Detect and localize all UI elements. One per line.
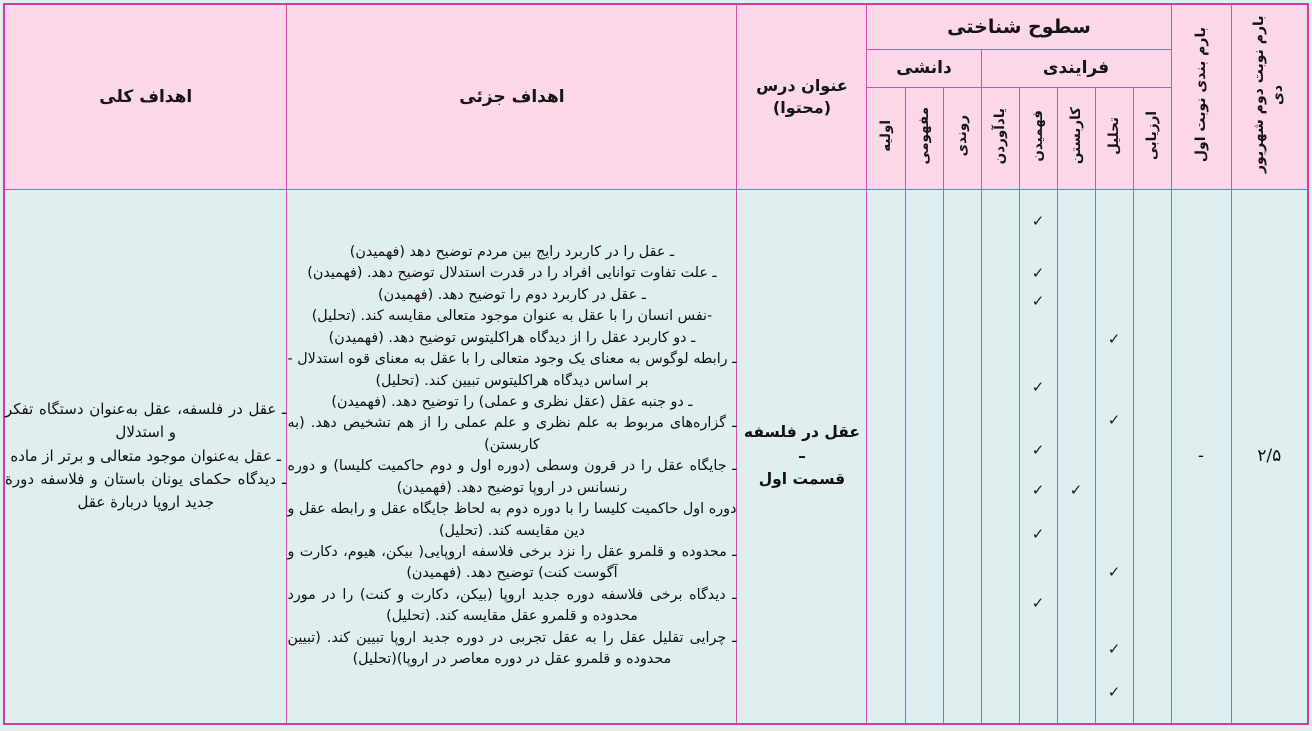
checkmark-icon: ✓ (1031, 377, 1045, 396)
header-group-knowledge (867, 49, 981, 87)
specific-objective-item: ـ دو کاربرد عقل را از دیدگاه هراکلیتوس توضیح دهد. (فهمیدن) (328, 329, 696, 346)
header-level-mafhumi (905, 87, 943, 189)
header-level-ravandi (943, 87, 981, 189)
check-container-yadavardan (982, 190, 1019, 723)
specific-objectives-list (287, 242, 736, 671)
specific-objective-item: ـ عقل را در کاربرد رایج بین مردم توضیح دهد (فهمیدن) (349, 243, 675, 260)
cell-level-tahlil (1095, 189, 1133, 724)
header-row-top (4, 4, 1308, 49)
header-level-yadavardan-label: یادآوردن (991, 107, 1008, 165)
checkmark-icon: ✓ (1107, 329, 1121, 348)
header-lesson-title-line1: عنوان درس (756, 76, 848, 96)
header-level-mafhumi-label: مفهومی (915, 107, 932, 165)
check-container-karbastan (1058, 190, 1095, 723)
header-level-fahmidan-label: فهمیدن (1029, 110, 1046, 162)
header-level-avalie (867, 87, 905, 189)
specific-objective-item: دوره اول حاکمیت کلیسا را با دوره دوم به لحاظ جایگاه عقل و رابطه عقل و دین مقایسه کند. (تحلیل) (287, 501, 737, 539)
check-container-arzyabi (1134, 190, 1171, 723)
checkmark-icon: ✓ (1031, 440, 1045, 459)
specific-objective-item: ـ چرایی تقلیل عقل را به عقل تجربی در دوره جدید اروپا تبیین کند. (تبیین محدوده و قلمرو عقل در دوره معاصر در اروپا)(تحلیل) (287, 629, 737, 668)
header-level-yadavardan (981, 87, 1019, 189)
header-specific-objectives (287, 4, 737, 189)
specific-objective-item: ـ عقل در کاربرد دوم را توضیح دهد. (فهمیدن) (378, 286, 646, 303)
specific-objective-item: ـ دو جنبه عقل (عقل نظری و عملی) را توضیح دهد. (فهمیدن) (331, 393, 693, 410)
check-container-avalie (867, 190, 904, 723)
header-lesson-title-line2: (محتوا) (772, 97, 831, 117)
checkmark-icon: ✓ (1107, 562, 1121, 581)
check-container-tahlil (1096, 190, 1133, 723)
specific-objective-item: ـ گزاره‌های مربوط به علم نظری و علم عملی را از هم تشخیص دهد. (به کاربستن) (287, 415, 737, 453)
header-level-fahmidan (1019, 87, 1057, 189)
header-cognitive-levels-label: سطوح شناختی (947, 15, 1091, 38)
header-level-tahlil (1095, 87, 1133, 189)
header-general-objectives-label: اهداف کلی (99, 86, 193, 107)
checkmark-icon: ✓ (1031, 480, 1045, 499)
checkmark-icon: ✓ (1031, 291, 1045, 310)
cell-level-mafhumi (905, 189, 943, 724)
cell-level-ravandi (943, 189, 981, 724)
cell-lesson-title-line2: قسمت اول (758, 469, 846, 488)
general-objectives-list (5, 398, 286, 514)
checkmark-icon: ✓ (1031, 263, 1045, 282)
header-term1-weight-label: بارم بندی نوبت اول (1192, 27, 1209, 163)
checkmark-icon: ✓ (1107, 682, 1121, 701)
specific-objective-item: ـ جایگاه عقل را در قرون وسطی (دوره اول و دوم حاکمیت کلیسا) و دوره رنسانس در اروپا توضیح دهد. (فهمیدن) (287, 458, 737, 496)
header-level-tahlil-label: تحلیل (1105, 117, 1122, 155)
header-group-process (981, 49, 1171, 87)
cell-level-arzyabi (1133, 189, 1171, 724)
specific-objective-item: -نفس انسان را با عقل به عنوان موجود متعالی مقایسه کند. (تحلیل) (311, 308, 713, 325)
general-objective-item: ـ عقل در فلسفه، عقل به‌عنوان دستگاه تفکر و استدلال (5, 400, 287, 442)
header-level-arzyabi (1133, 87, 1171, 189)
table-header (4, 4, 1308, 189)
lesson-plan-table (3, 3, 1309, 725)
check-container-mafhumi (906, 190, 943, 723)
general-objective-item: ـ دیدگاه حکمای یونان باستان و فلاسفه دورة جدید اروپا دربارة عقل (5, 469, 287, 512)
general-objective-item: ـ عقل به‌عنوان موجود متعالی و برتر از ماده (10, 446, 282, 465)
cell-specific-objectives (287, 189, 737, 724)
specific-objective-item: ـ محدوده و قلمرو عقل را نزد برخی فلاسفه اروپایی( بیکن، هیوم، دکارت و آگوست کنت) توضیح دهد. (فهمیدن) (287, 544, 737, 582)
table-body (4, 189, 1308, 724)
cell-level-avalie (867, 189, 905, 724)
table-row (4, 189, 1308, 724)
header-term2-weight-label: بارم نوبت دوم شهریور دی (1251, 15, 1287, 174)
check-container-ravandi (944, 190, 981, 723)
checkmark-icon: ✓ (1031, 211, 1045, 230)
cell-general-objectives (4, 189, 287, 724)
cell-lesson-title (737, 189, 867, 724)
checkmark-icon: ✓ (1107, 410, 1121, 429)
header-lesson-title (737, 4, 867, 189)
checkmark-icon: ✓ (1031, 524, 1045, 543)
checkmark-icon: ✓ (1107, 639, 1121, 658)
header-term2-weight (1231, 4, 1308, 189)
header-level-arzyabi-label: ارزیابی (1143, 111, 1160, 161)
worksheet-page (0, 3, 1312, 731)
header-general-objectives (4, 4, 287, 189)
cell-level-karbastan (1057, 189, 1095, 724)
cell-term1-weight-value: - (1171, 189, 1231, 724)
specific-objective-item: ـ دیدگاه برخی فلاسفه دوره جدید اروپا (بیکن، دکارت و کنت) را در مورد محدوده و قلمرو عقل مقایسه کند. (تحلیل) (287, 586, 737, 625)
cell-lesson-title-line1: عقل در فلسفه – (743, 423, 860, 465)
header-specific-objectives-label: اهداف جزئی (459, 86, 565, 107)
header-level-karbastan-label: کاربستن (1067, 107, 1084, 165)
header-cognitive-levels (867, 4, 1171, 49)
checkmark-icon: ✓ (1031, 593, 1045, 612)
header-term1-weight (1171, 4, 1231, 189)
specific-objective-item: ـ رابطه لوگوس به معنای یک وجود متعالی را با عقل به معنای قوه استدلال - بر اساس دیدگاه هراکلیتوس تبیین کند. (تحلیل) (287, 351, 737, 389)
specific-objective-item: ـ علت تفاوت توانایی افراد را در قدرت استدلال توضیح دهد. (فهمیدن) (307, 265, 717, 282)
cell-level-fahmidan (1019, 189, 1057, 724)
header-level-avalie-label: اولیه (877, 120, 894, 152)
checkmark-icon: ✓ (1069, 480, 1083, 499)
header-level-karbastan (1057, 87, 1095, 189)
header-group-knowledge-label: دانشی (896, 58, 952, 78)
cell-level-yadavardan (981, 189, 1019, 724)
cell-term2-weight-value: ۲/۵ (1231, 189, 1308, 724)
header-group-process-label: فرایندی (1042, 58, 1110, 78)
header-level-ravandi-label: روندی (953, 115, 970, 157)
check-container-fahmidan (1020, 190, 1057, 723)
